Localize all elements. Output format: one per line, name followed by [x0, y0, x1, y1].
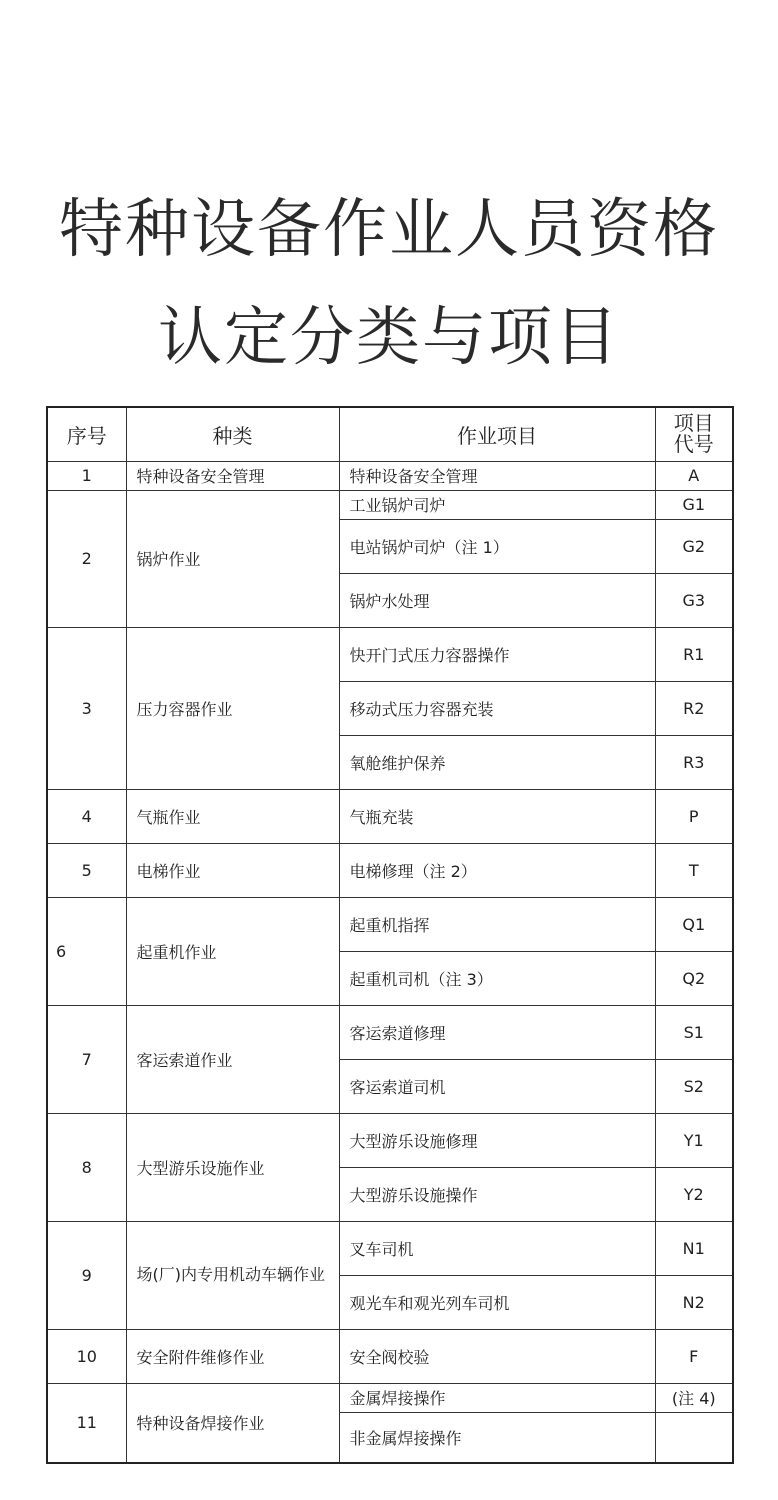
category-cell: 锅炉作业	[126, 490, 339, 627]
code-cell: Q1	[655, 897, 733, 951]
item-cell: 起重机司机（注 3）	[339, 951, 655, 1005]
category-cell: 起重机作业	[126, 897, 339, 1005]
table-row	[47, 1383, 733, 1412]
code-cell: T	[655, 843, 733, 897]
code-cell: S2	[655, 1059, 733, 1113]
item-cell: 安全阀校验	[339, 1329, 655, 1383]
code-cell: R1	[655, 627, 733, 681]
item-cell: 电站锅炉司炉（注 1）	[339, 519, 655, 573]
item-cell: 叉车司机	[339, 1221, 655, 1275]
category-cell: 场(厂)内专用机动车辆作业	[126, 1221, 339, 1329]
code-cell: S1	[655, 1005, 733, 1059]
category-cell: 特种设备焊接作业	[126, 1383, 339, 1463]
table-row	[47, 627, 733, 681]
item-cell: 特种设备安全管理	[339, 461, 655, 490]
item-cell: 起重机指挥	[339, 897, 655, 951]
code-cell: Y2	[655, 1167, 733, 1221]
code-cell: A	[655, 461, 733, 490]
table-row	[47, 461, 733, 490]
code-cell: G3	[655, 573, 733, 627]
code-cell: R3	[655, 735, 733, 789]
item-cell: 气瓶充装	[339, 789, 655, 843]
code-cell: N1	[655, 1221, 733, 1275]
qualification-table	[46, 406, 734, 1464]
table-row	[47, 1113, 733, 1167]
table-row	[47, 1005, 733, 1059]
page-title-line1: 特种设备作业人员资格	[59, 193, 719, 267]
code-cell: G1	[655, 490, 733, 519]
header-seq: 序号	[47, 407, 126, 461]
page-title-line2: 认定分类与项目	[158, 301, 620, 375]
table-row	[47, 490, 733, 519]
code-cell: P	[655, 789, 733, 843]
code-cell: Y1	[655, 1113, 733, 1167]
seq-cell: 2	[47, 490, 126, 627]
item-cell: 观光车和观光列车司机	[339, 1275, 655, 1329]
item-cell: 非金属焊接操作	[339, 1412, 655, 1463]
item-cell: 锅炉水处理	[339, 573, 655, 627]
category-cell: 特种设备安全管理	[126, 461, 339, 490]
category-cell: 压力容器作业	[126, 627, 339, 789]
header-category: 种类	[126, 407, 339, 461]
item-cell: 氧舱维护保养	[339, 735, 655, 789]
item-cell: 快开门式压力容器操作	[339, 627, 655, 681]
item-cell: 工业锅炉司炉	[339, 490, 655, 519]
table-row	[47, 897, 733, 951]
seq-cell: 8	[47, 1113, 126, 1221]
code-cell: Q2	[655, 951, 733, 1005]
seq-cell: 9	[47, 1221, 126, 1329]
header-code-line1: 项目	[673, 411, 714, 436]
table-row	[47, 789, 733, 843]
table-row	[47, 1221, 733, 1275]
item-cell: 客运索道司机	[339, 1059, 655, 1113]
item-cell: 电梯修理（注 2）	[339, 843, 655, 897]
category-cell: 电梯作业	[126, 843, 339, 897]
header-code-line2: 代号	[673, 432, 714, 457]
code-cell: (注 4)	[655, 1383, 733, 1412]
header-code	[655, 407, 733, 461]
table-header-row	[47, 407, 733, 461]
seq-cell: 10	[47, 1329, 126, 1383]
item-cell: 移动式压力容器充装	[339, 681, 655, 735]
seq-cell: 1	[47, 461, 126, 490]
category-cell: 气瓶作业	[126, 789, 339, 843]
item-cell: 大型游乐设施修理	[339, 1113, 655, 1167]
code-cell: G2	[655, 519, 733, 573]
seq-cell: 6	[47, 897, 126, 1005]
header-item: 作业项目	[339, 407, 655, 461]
seq-cell: 3	[47, 627, 126, 789]
category-cell: 客运索道作业	[126, 1005, 339, 1113]
table-row	[47, 1329, 733, 1383]
code-cell	[655, 1412, 733, 1463]
seq-cell: 11	[47, 1383, 126, 1463]
table-row	[47, 843, 733, 897]
category-cell: 大型游乐设施作业	[126, 1113, 339, 1221]
code-cell: N2	[655, 1275, 733, 1329]
item-cell: 大型游乐设施操作	[339, 1167, 655, 1221]
seq-cell: 5	[47, 843, 126, 897]
item-cell: 金属焊接操作	[339, 1383, 655, 1412]
code-cell: R2	[655, 681, 733, 735]
code-cell: F	[655, 1329, 733, 1383]
seq-cell: 4	[47, 789, 126, 843]
seq-cell: 7	[47, 1005, 126, 1113]
item-cell: 客运索道修理	[339, 1005, 655, 1059]
category-cell: 安全附件维修作业	[126, 1329, 339, 1383]
